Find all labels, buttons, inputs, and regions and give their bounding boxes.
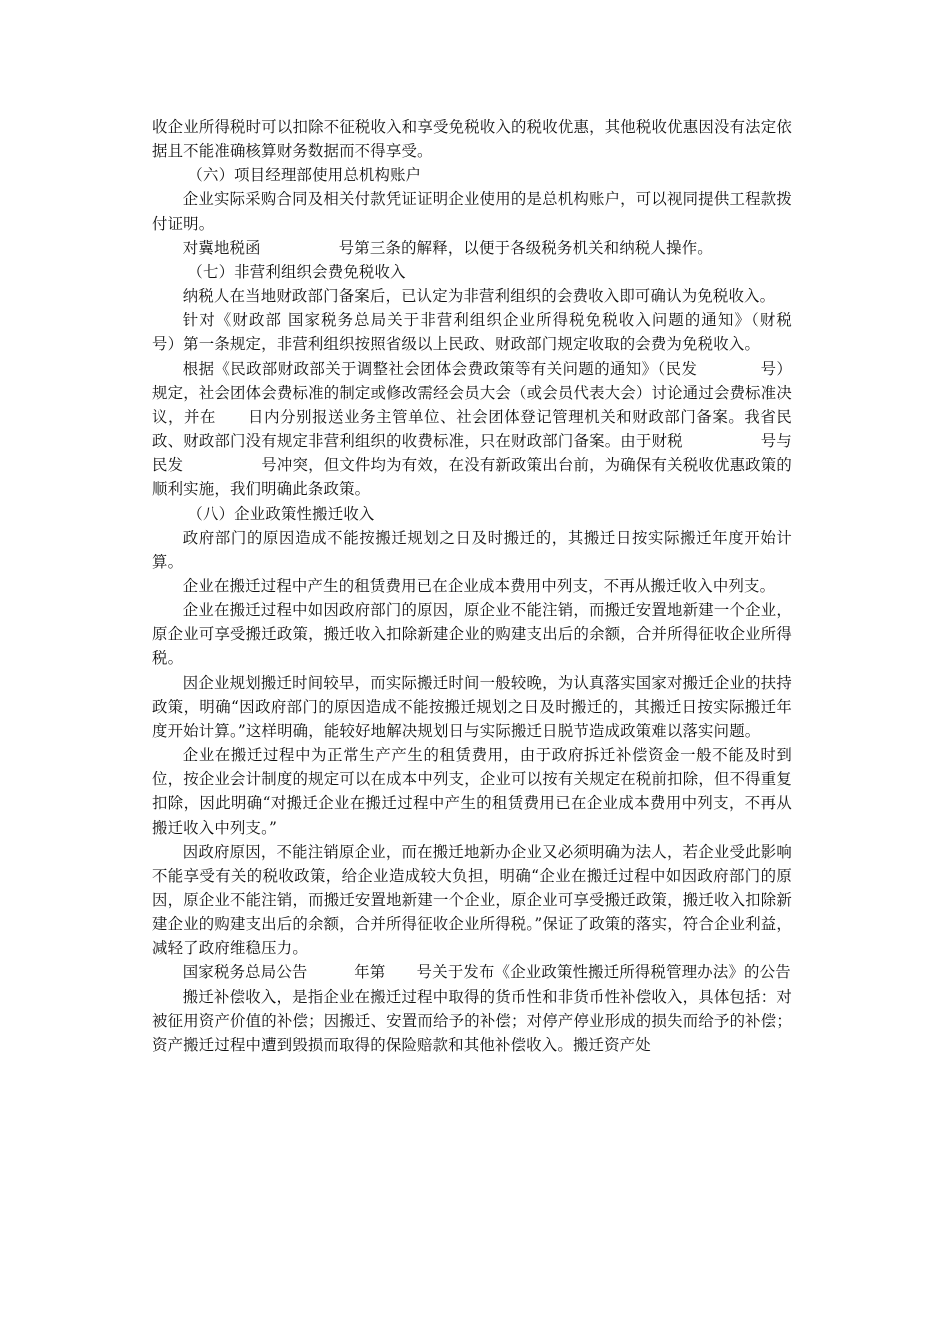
paragraph-deregistration-explanation: 因政府原因，不能注销原企业，而在搬迁地新办企业又必须明确为法人，若企业受此影响不能享受有关的税收政策，给企业造成较大负担，明确“企业在搬迁过程中如因政府部门的原因，原企业不能注销，而搬迁安置地新建一个企业，原企业可享受搬迁政策，搬迁收入扣除新建企业的购建支出后的余额，合并所得征收企业所得税。”保证了政策的落实，符合企业利益，减轻了政府维稳压力。 [152, 842, 792, 958]
paragraph-ministry-notice: 针对《财政部 国家税务总局关于非营利组织企业所得税免税收入问题的通知》（财税 号）第一条规定，非营利组织按照省级以上民政、财政部门规定收取的会费为免税收入。 [152, 311, 870, 354]
paragraph-planning-explanation: 因企业规划搬迁时间较早，而实际搬迁时间一般较晚，为认真落实国家对搬迁企业的扶持政策，明确“因政府部门的原因造成不能按搬迁规划之日及时搬迁的，其搬迁日按实际搬迁年度开始计算。”这样明确，能较好地解决规划日与实际搬迁日脱节造成政策难以落实问题。 [152, 673, 792, 740]
paragraph-new-enterprise: 企业在搬迁过程中如因政府部门的原因，原企业不能注销，而搬迁安置地新建一个企业，原企业可享受搬迁政策，搬迁收入扣除新建企业的购建支出后的余额，合并所得征收企业所得税。 [152, 601, 792, 668]
document-body [152, 115, 870, 1057]
paragraph-nonprofit-filing: 纳税人在当地财政部门备案后，已认定为非营利组织的会费收入即可确认为免税收入。 [182, 287, 776, 306]
heading-project-dept-account: （六）项目经理部使用总机构账户 [187, 166, 422, 185]
paragraph-civil-affairs-notice: 根据《民政部财政部关于调整社会团体会费政策等有关问题的通知》（民发 号）规定，社会团体会费标准的制定或修改需经会员大会（或会员代表大会）讨论通过会费标准决议，并在 日内分别报送业务主管单位、社会团体登记管理机关和财政部门备案。我省民政、财政部门没有规定非营利组织的收费标准，只在财政部门备案。由于财税 号与民发 号冲突，但文件均为有效，在没有新政策出台前，为确保有关税收优惠政策的顺利实施，我们明确此条政策。 [152, 359, 792, 499]
paragraph-sat-announcement: 国家税务总局公告 年第 号关于发布《企业政策性搬迁所得税管理办法》的公告 [182, 963, 791, 982]
paragraph-lease-explanation: 企业在搬迁过程中为正常生产产生的租赁费用，由于政府拆迁补偿资金一般不能及时到位，按企业会计制度的规定可以在成本中列支，企业可以按有关规定在税前扣除，但不得重复扣除，因此明确“对搬迁企业在搬迁过程中产生的租赁费用已在企业成本费用中列支，不再从搬迁收入中列支。” [152, 746, 792, 837]
paragraph-compensation-definition: 搬迁补偿收入，是指企业在搬迁过程中取得的货币性和非货币性补偿收入，具体包括：对被征用资产价值的补偿；因搬迁、安置而给予的补偿；对停产停业形成的损失而给予的补偿；资产搬迁过程中遭到毁损而取得的保险赔款和其他补偿收入。搬迁资产处 [152, 987, 792, 1054]
paragraph-procurement-contract: 企业实际采购合同及相关付款凭证证明企业使用的是总机构账户，可以视同提供工程款拨付证明。 [152, 190, 792, 233]
paragraph-lease-expenses: 企业在搬迁过程中产生的租赁费用已在企业成本费用中列支，不再从搬迁收入中列支。 [182, 576, 776, 595]
paragraph-relocation-date: 政府部门的原因造成不能按搬迁规划之日及时搬迁的，其搬迁日按实际搬迁年度开始计算。 [152, 528, 792, 571]
paragraph-tax-deduction: 收企业所得税时可以扣除不征税收入和享受免税收入的税收优惠，其他税收优惠因没有法定依据且不能准确核算财务数据而不得享受。 [152, 118, 792, 161]
paragraph-hebei-tax-letter: 对冀地税函 号第三条的解释，以便于各级税务机关和纳税人操作。 [182, 238, 713, 257]
heading-relocation-income: （八）企业政策性搬迁收入 [187, 504, 375, 523]
heading-nonprofit-dues: （七）非营利组织会费免税收入 [187, 262, 406, 281]
